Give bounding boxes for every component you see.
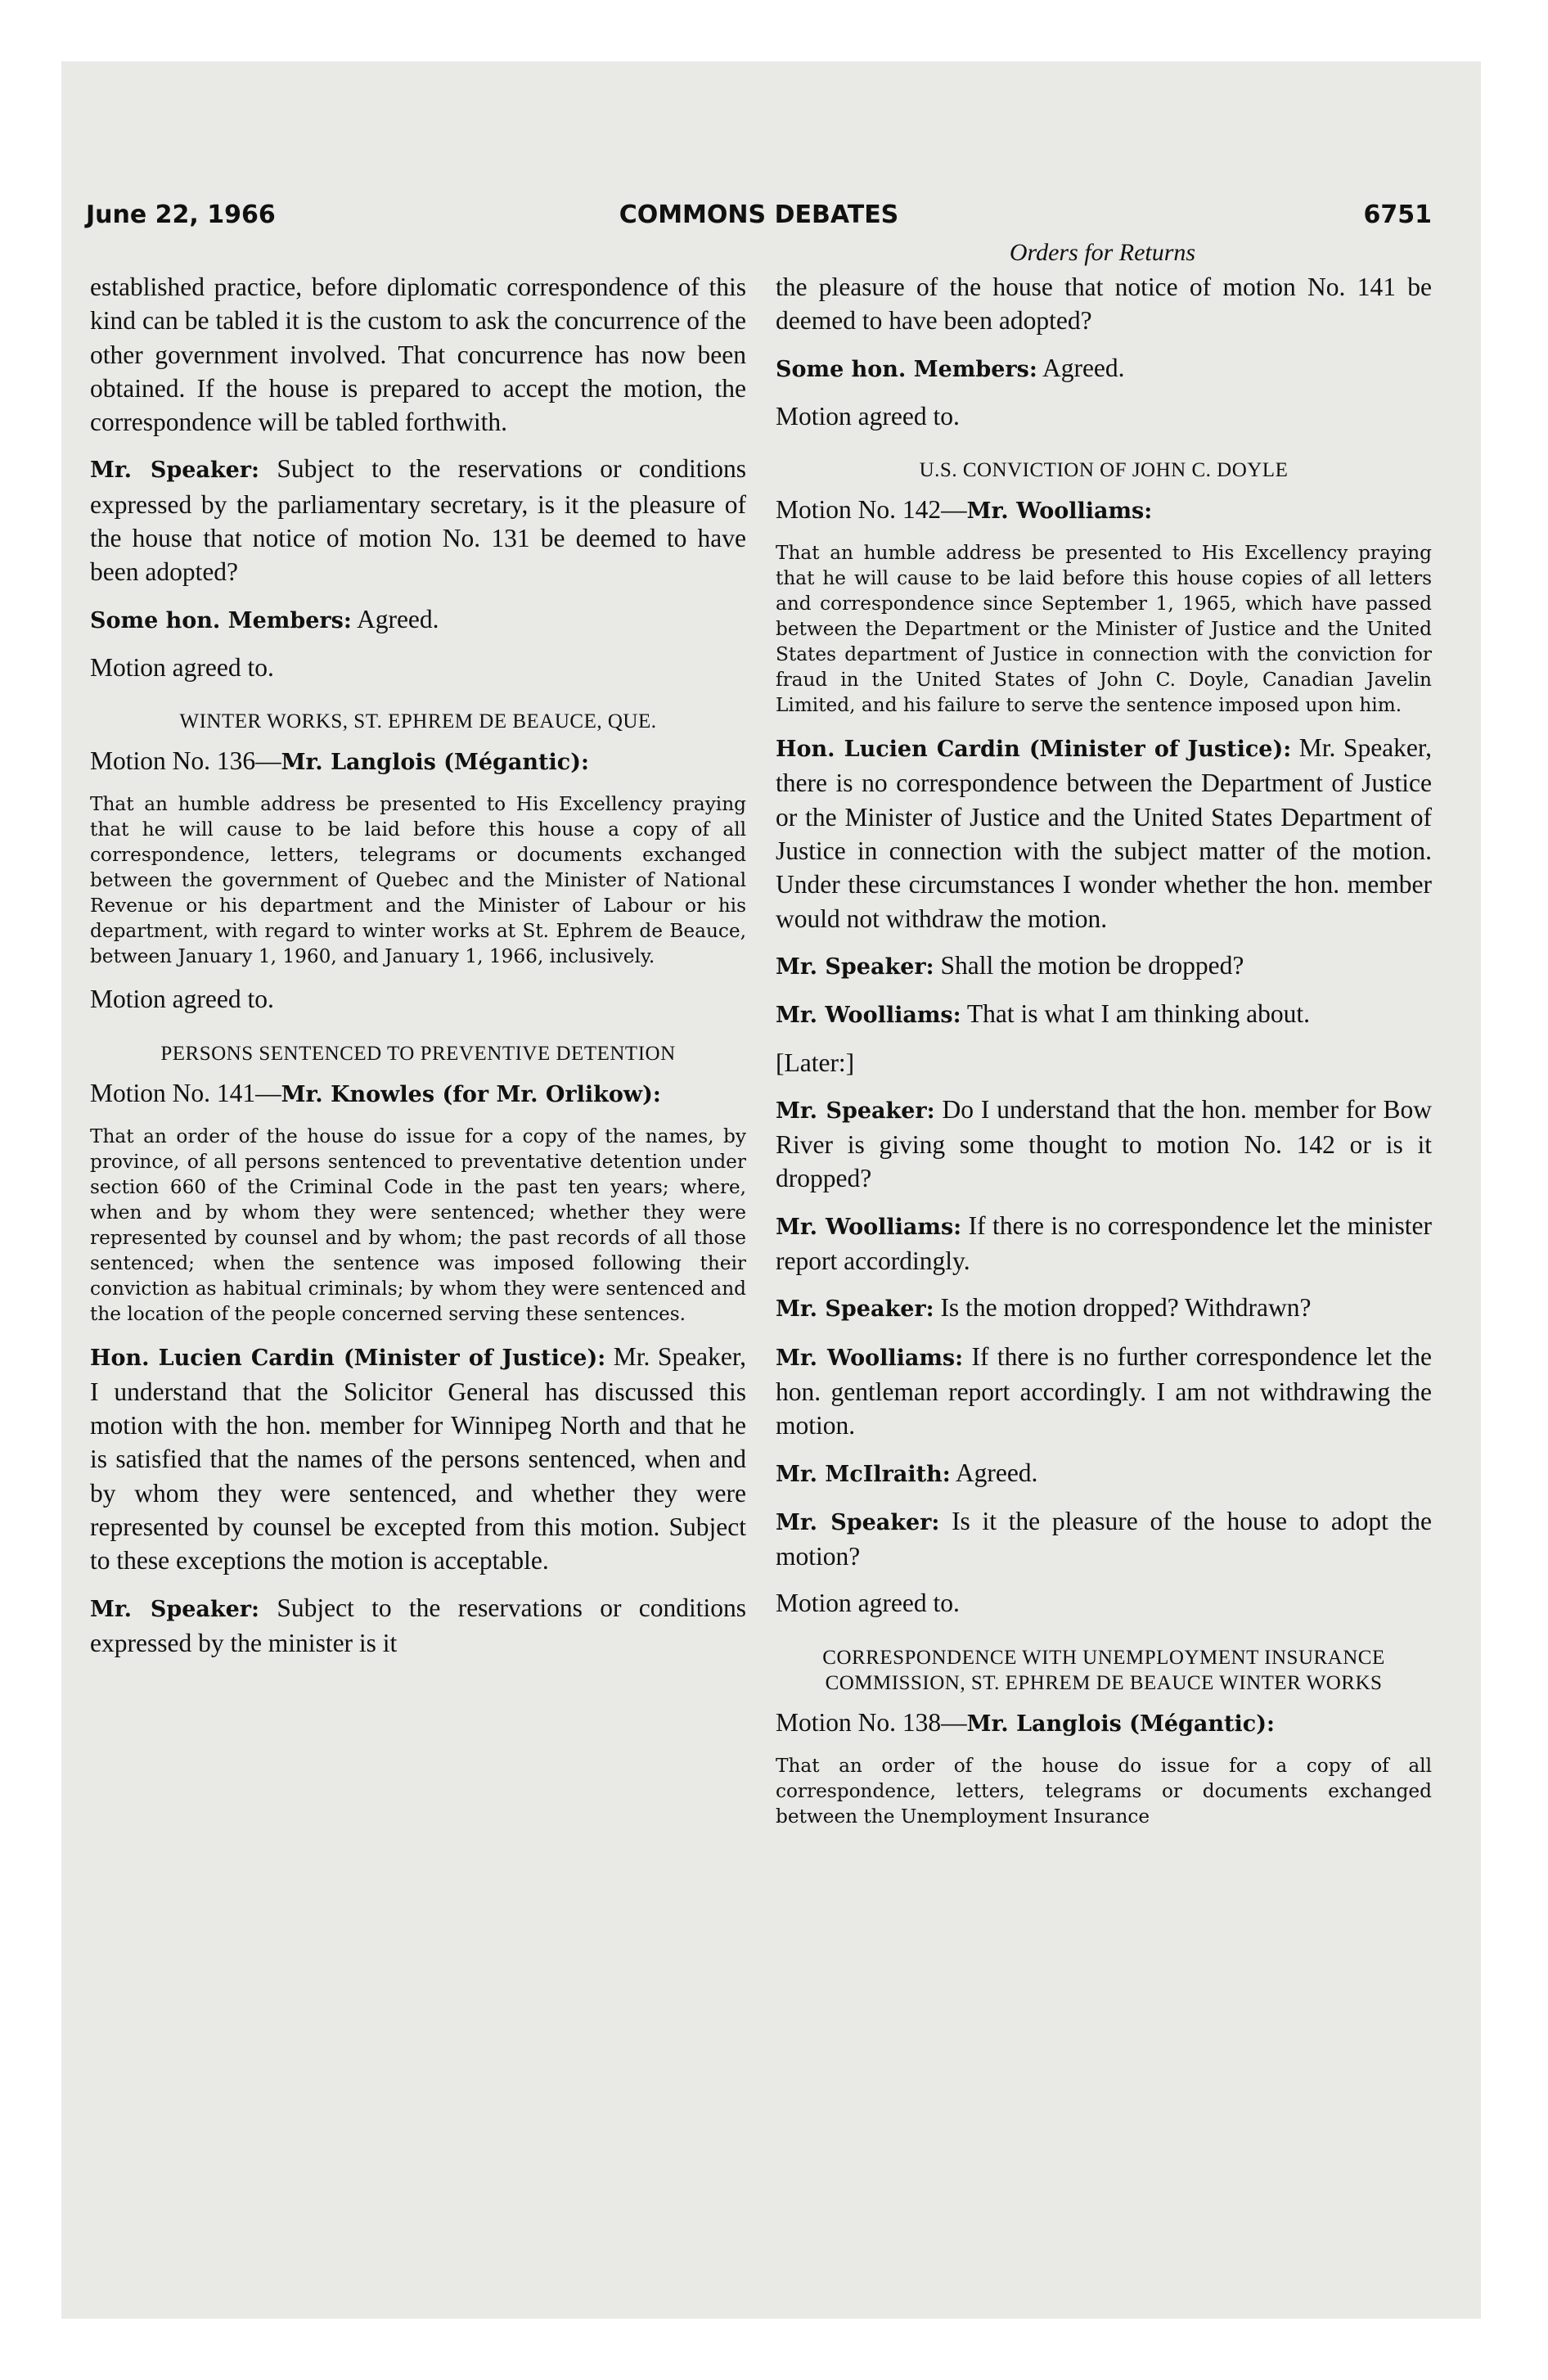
speech-paragraph <box>776 1504 1432 1574</box>
motion-text: That an humble address be presented to His Excellency praying that he will cause to be laid before this house a copy of all correspondence, letters, telegrams or documents exchanged between the government of Quebec and the Minister of National Revenue or his department and the Minister of Labour or his department, with regard to winter works at St. Ephrem de Beauce, between January 1, 1960, and January 1, 1966, inclusively. <box>90 793 746 968</box>
section-heading: U.S. CONVICTION OF JOHN C. DOYLE <box>919 459 1289 482</box>
page-number: 6751 <box>1363 201 1432 229</box>
speaker-name: Hon. Lucien Cardin (Minister of Justice): <box>776 737 1292 763</box>
speech-text: Shall the motion be dropped? <box>940 950 1244 980</box>
speech-paragraph <box>90 1340 746 1578</box>
speech-text: Subject to the reservations or conditions expressed by the parliamentary secretary, is it the pleasure of the house that notice of motion No. 131 be deemed to have been adopted? <box>90 454 747 587</box>
section-heading: CORRESPONDENCE WITH UNEMPLOYMENT INSURANCE COMMISSION, ST. EPHREM DE BEAUCE WINTER WORKS <box>822 1646 1385 1694</box>
speech-paragraph <box>776 351 1432 386</box>
speaker-name: Mr. Speaker: <box>776 1296 934 1323</box>
motion-line <box>776 1707 1432 1740</box>
speech-paragraph <box>776 1456 1432 1491</box>
page-header <box>86 201 1432 233</box>
speech-text: Mr. Speaker, there is no correspondence between the Department of Justice or the Minister of Justice and the United States Department of Justice in connection with the subject matter of the motion. Under these circumstances I wonder whether the hon. member would not withdraw the motion. <box>776 733 1432 933</box>
speech-paragraph <box>90 1591 746 1661</box>
speech-paragraph <box>776 997 1432 1032</box>
speech-text: Subject to the reservations or conditions expressed by the minister is it <box>90 1593 747 1657</box>
section-heading: PERSONS SENTENCED TO PREVENTIVE DETENTION <box>160 1042 676 1065</box>
motion-number: Motion No. 136— <box>90 746 281 776</box>
motion-number: Motion No. 141— <box>90 1078 281 1107</box>
motion-number: Motion No. 138— <box>776 1707 967 1737</box>
section-heading: WINTER WORKS, ST. EPHREM DE BEAUCE, QUE. <box>179 710 657 733</box>
speech-text: That is what I am thinking about. <box>966 999 1310 1029</box>
speech-paragraph <box>776 731 1432 935</box>
paragraph: [Later:] <box>776 1048 855 1077</box>
speech-text: Is the motion dropped? Withdrawn? <box>940 1293 1312 1323</box>
running-head: Orders for Returns <box>1009 239 1196 266</box>
speaker-name: Some hon. Members: <box>90 607 352 633</box>
speaker-name: Some hon. Members: <box>776 356 1037 382</box>
motion-text: That an order of the house do issue for a copy of the names, by province, of all persons sentenced to preventative detention under section 660 of the Criminal Code in the past ten years; where, when and by whom they were sentenced; whether they were represented by counsel and by whom; the past records of all those sentenced; when the sentence was imposed following their conviction as habitual criminals; by whom they were sentenced and the location of the people concerned serving these sentences. <box>90 1125 746 1325</box>
speech-paragraph <box>90 452 746 588</box>
speech-paragraph <box>776 1209 1432 1278</box>
motion-mover: Mr. Langlois (Mégantic): <box>966 1711 1275 1737</box>
speech-paragraph <box>776 1093 1432 1196</box>
paragraph: Motion agreed to. <box>90 652 274 682</box>
motion-mover: Mr. Langlois (Mégantic): <box>281 750 589 776</box>
header-title: COMMONS DEBATES <box>619 201 899 229</box>
speech-paragraph <box>776 949 1432 984</box>
speech-paragraph <box>90 602 746 638</box>
paragraph: Motion agreed to. <box>776 1589 960 1618</box>
speaker-name: Mr. McIlraith: <box>776 1461 951 1487</box>
header-date: June 22, 1966 <box>86 201 276 229</box>
motion-mover: Mr. Knowles (for Mr. Orlikow): <box>281 1081 661 1107</box>
motion-text: That an humble address be presented to His Excellency praying that he will cause to be laid before this house copies of all letters and correspondence since September 1, 1965, which have passed between the Department or the Minister of Justice and the United States department of Justice in connection with the conviction for fraud in the United States of John C. Doyle, Canadian Javelin Limited, and his failure to serve the sentence imposed upon him. <box>776 542 1432 717</box>
paragraph: Motion agreed to. <box>776 401 960 430</box>
speaker-name: Mr. Speaker: <box>776 953 934 980</box>
speaker-name: Mr. Woolliams: <box>776 1003 961 1029</box>
speaker-name: Mr. Speaker: <box>776 1098 935 1124</box>
left-column <box>90 270 746 1673</box>
speech-text: Agreed. <box>1042 353 1125 382</box>
speech-text: Do I understand that the hon. member for Bow River is giving some thought to motion No. 142 or is it dropped? <box>776 1094 1433 1193</box>
motion-text: That an order of the house do issue for a copy of all correspondence, letters, telegrams or documents exchanged between the Unemployment Insurance <box>776 1754 1432 1828</box>
speaker-name: Mr. Woolliams: <box>776 1214 962 1240</box>
motion-line <box>776 494 1432 527</box>
speaker-name: Mr. Speaker: <box>776 1509 940 1535</box>
motion-line <box>90 746 746 778</box>
speech-text: If there is no further correspondence let the hon. gentleman report accordingly. I am not withdrawing the motion. <box>776 1341 1433 1440</box>
speaker-name: Hon. Lucien Cardin (Minister of Justice): <box>90 1345 606 1371</box>
motion-number: Motion No. 142— <box>776 495 967 525</box>
right-column <box>776 270 1432 1842</box>
speaker-name: Mr. Speaker: <box>90 1596 259 1622</box>
motion-line <box>90 1078 746 1111</box>
speech-text: If there is no correspondence let the minister report accordingly. <box>776 1210 1433 1276</box>
speech-text: Is it the pleasure of the house to adopt the motion? <box>776 1506 1433 1571</box>
paragraph: Motion agreed to. <box>90 985 274 1014</box>
speech-text: Mr. Speaker, I understand that the Solicitor General has discussed this motion with the hon. member for Winnipeg North and that he is satisfied that the names of the persons sentenced, when and by whom they were sentenced, and whether they were represented by counsel be excepted from this motion. Subject to these exceptions the motion is acceptable. <box>90 1341 746 1575</box>
paragraph: established practice, before diplomatic correspondence of this kind can be tabled it is the custom to ask the concurrence of the other government involved. That concurrence has now been obtained. If the house is prepared to accept the motion, the correspondence will be tabled forthwith. <box>90 273 746 437</box>
motion-mover: Mr. Woolliams: <box>966 498 1153 525</box>
speech-text: Agreed. <box>356 604 439 633</box>
speech-text: Agreed. <box>955 1458 1038 1487</box>
speaker-name: Mr. Speaker: <box>90 458 259 484</box>
speech-paragraph <box>776 1340 1432 1443</box>
paragraph: the pleasure of the house that notice of motion No. 141 be deemed to have been adopted? <box>776 273 1432 336</box>
speech-paragraph <box>776 1291 1432 1326</box>
speaker-name: Mr. Woolliams: <box>776 1345 964 1371</box>
